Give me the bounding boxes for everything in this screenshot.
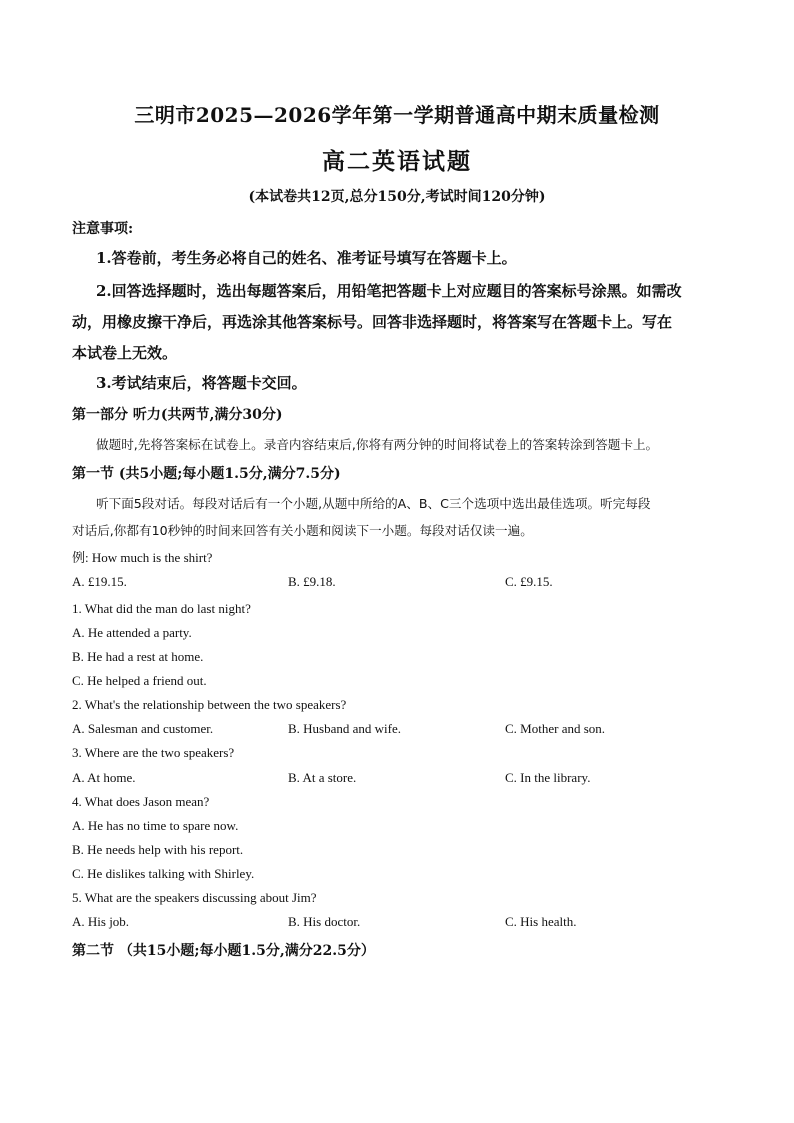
- question-5: 5. What are the speakers discussing about Jim?: [72, 890, 317, 905]
- question-5-option-a: A. His job.: [72, 914, 130, 929]
- section2-heading: 第二节 （共15小题;每小题1.5分,满分22.5分）: [72, 943, 375, 959]
- section1-heading: 第一节 (共5小题;每小题1.5分,满分7.5分): [72, 466, 341, 482]
- notes-heading: 注意事项:: [72, 221, 134, 237]
- exam-info: (本试卷共12页,总分150分,考试时间120分钟): [248, 189, 546, 205]
- part1-heading: 第一部分 听力(共两节,满分30分): [72, 407, 283, 423]
- question-4-option-a: A. He has no time to spare now.: [72, 818, 239, 833]
- note-2-line-2: 动，用橡皮擦干净后，再选涂其他答案标号。回答非选择题时，将答案写在答题卡上。写在: [72, 313, 673, 331]
- part1-intro: 做题时,先将答案标在试卷上。录音内容结束后,你将有两分钟的时间将试卷上的答案转涂到答题卡上。: [96, 437, 659, 452]
- question-2: 2. What's the relationship between the two speakers?: [72, 697, 347, 712]
- exam-subject: 高二英语试题: [322, 148, 472, 175]
- question-3-option-c: C. In the library.: [505, 770, 591, 785]
- question-1-option-c: C. He helped a friend out.: [72, 673, 207, 688]
- question-5-option-c: C. His health.: [505, 914, 577, 929]
- exam-title: 三明市2025—2026学年第一学期普通高中期末质量检测: [134, 103, 660, 127]
- question-3-option-a: A. At home.: [72, 770, 136, 785]
- question-1: 1. What did the man do last night?: [72, 601, 251, 616]
- example-option-a: A. £19.15.: [72, 574, 127, 589]
- note-1: 1.答卷前，考生务必将自己的姓名、准考证号填写在答题卡上。: [96, 249, 517, 267]
- question-4-option-b: B. He needs help with his report.: [72, 842, 244, 857]
- question-4-option-c: C. He dislikes talking with Shirley.: [72, 866, 255, 881]
- question-4: 4. What does Jason mean?: [72, 794, 210, 809]
- question-2-option-a: A. Salesman and customer.: [72, 721, 214, 736]
- section1-intro-line-1: 听下面5段对话。每段对话后有一个小题,从题中所给的A、B、C三个选项中选出最佳选项。听完每段: [96, 496, 651, 511]
- example-option-c: C. £9.15.: [505, 574, 553, 589]
- example-question: 例: How much is the shirt?: [72, 550, 213, 565]
- example-option-b: B. £9.18.: [288, 574, 336, 589]
- question-2-option-b: B. Husband and wife.: [288, 721, 402, 736]
- question-3-option-b: B. At a store.: [288, 770, 357, 785]
- note-3: 3.考试结束后，将答题卡交回。: [96, 374, 307, 392]
- question-2-option-c: C. Mother and son.: [505, 721, 606, 736]
- question-1-option-b: B. He had a rest at home.: [72, 649, 204, 664]
- note-2-line-3: 本试卷上无效。: [72, 344, 178, 362]
- question-1-option-a: A. He attended a party.: [72, 625, 192, 640]
- question-5-option-b: B. His doctor.: [288, 914, 361, 929]
- question-3: 3. Where are the two speakers?: [72, 745, 235, 760]
- note-2-line-1: 2.回答选择题时，选出每题答案后，用铅笔把答题卡上对应题目的答案标号涂黑。如需改: [96, 282, 682, 300]
- section1-intro-line-2: 对话后,你都有10秒钟的时间来回答有关小题和阅读下一小题。每段对话仅读一遍。: [72, 523, 533, 538]
